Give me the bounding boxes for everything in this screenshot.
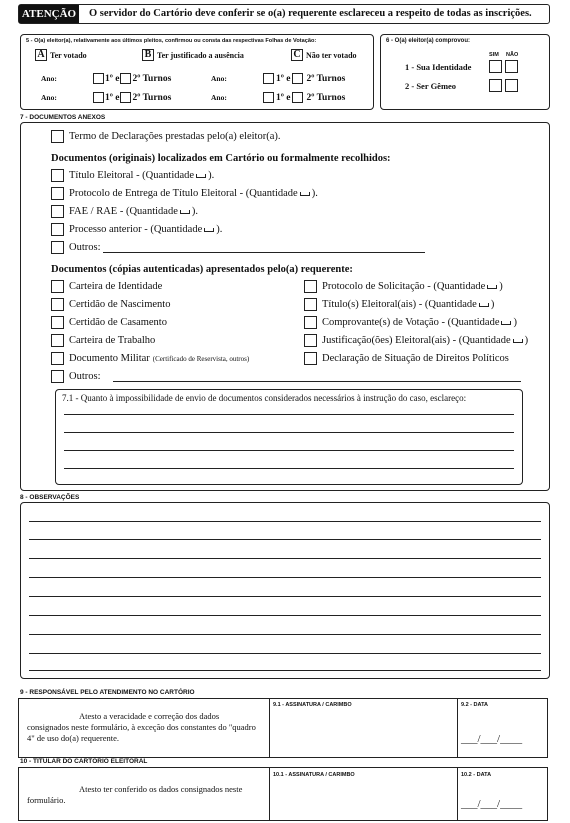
turno-1-label: 1º e [276,73,291,84]
quantity-end: ) [499,281,503,292]
quantity-field[interactable] [513,339,523,343]
observation-line[interactable] [29,653,541,654]
declaracao-direitos-checkbox[interactable] [304,352,317,365]
date-field[interactable]: ___/___/____ [461,798,523,810]
certidao-nascimento-label: Certidão de Nascimento [69,299,171,310]
documento-militar-checkbox[interactable] [51,352,64,365]
carteira-identidade-checkbox[interactable] [51,280,64,293]
turno-1-label: 1º e [276,92,291,103]
protocolo-solicitacao-checkbox[interactable] [304,280,317,293]
gemeo-sim-checkbox[interactable] [489,79,502,92]
titulo-eleitoral-label: Título Eleitoral - (Quantidade [69,170,195,181]
quantity-field[interactable] [180,210,190,214]
section-10-box [18,767,548,821]
identidade-label: 1 - Sua Identidade [405,61,472,72]
titulos-eleitorais-checkbox[interactable] [304,298,317,311]
signature-label: 10.1 - ASSINATURA / CARIMBO [273,772,355,778]
outros-originals-checkbox[interactable] [51,241,64,254]
carteira-trabalho-label: Carteira de Trabalho [69,335,156,346]
copies-heading: Documentos (cópias autenticadas) apresentados pelo(a) requerente: [51,264,353,275]
originals-heading: Documentos (originais) localizados em Cartório ou formalmente recolhidos: [51,153,391,164]
quantity-end: ) [490,299,495,310]
quantity-field[interactable] [487,285,497,289]
documento-militar-note: (Certificado de Reservista, outros) [152,354,250,363]
carteira-identidade-label: Carteira de Identidade [69,281,163,292]
carteira-trabalho-checkbox[interactable] [51,334,64,347]
sim-header: SIM [489,52,499,58]
documento-militar-label: Documento Militar [69,353,150,364]
section-8-title: 8 - OBSERVAÇÕES [20,494,80,501]
quantity-field[interactable] [479,303,489,307]
turno-1-label: 1º e [105,73,120,84]
observation-line[interactable] [29,558,541,559]
signature-label: 9.1 - ASSINATURA / CARIMBO [273,702,352,708]
section-9-box [18,698,548,758]
outros-copies-label: Outros: [69,371,101,382]
attention-banner [18,4,550,24]
section-7-1-box [55,389,523,485]
outros-copies-line[interactable] [113,381,521,382]
date-label: 10.2 - DATA [461,772,492,778]
quantity-field[interactable] [196,174,206,178]
protocolo-entrega-label: Protocolo de Entrega de Título Eleitoral - (Quantidade [69,188,298,199]
answer-line[interactable] [64,432,514,433]
comprovantes-votacao-checkbox[interactable] [304,316,317,329]
fae-rae-checkbox[interactable] [51,205,64,218]
certidao-casamento-label: Certidão de Casamento [69,317,167,328]
turno-2-label: 2º Turnos [306,73,346,84]
declaracao-direitos-label: Declaração de Situação de Direitos Políticos [322,353,509,364]
turno-1-checkbox[interactable] [93,73,104,84]
date-label: 9.2 - DATA [461,702,488,708]
section-9-divider [269,699,270,757]
identidade-nao-checkbox[interactable] [505,60,518,73]
observation-line[interactable] [29,521,541,522]
attention-message: O servidor do Cartório deve conferir se o(a) requerente esclareceu a respeito de todas as inscrições. [89,8,532,19]
turno-1-checkbox[interactable] [263,73,274,84]
observation-line[interactable] [29,539,541,540]
ano-label: Ano: [211,93,227,102]
justificacoes-label: Justificação(ões) Eleitoral(ais) - (Quantidade [322,335,511,346]
option-a-letter: A [35,49,47,61]
section-10-divider [269,768,270,820]
section-5-box [20,34,374,110]
observation-line[interactable] [29,634,541,635]
signature-area[interactable] [271,780,455,818]
quantity-field[interactable] [300,192,310,196]
titulo-eleitoral-checkbox[interactable] [51,169,64,182]
section-6-box [380,34,550,110]
section-9-text: Atesto a veracidade e correção dos dados consignados neste formulário, à exceção dos constantes do "quadro 4" de uso do(a) requerente. [27,711,256,743]
gemeo-label: 2 - Ser Gêmeo [405,80,457,91]
turno-1-checkbox[interactable] [93,92,104,103]
termo-checkbox[interactable] [51,130,64,143]
quantity-end: ) [513,317,517,328]
quantity-end: ) [524,335,529,346]
fae-rae-label: FAE / RAE - (Quantidade [69,206,178,217]
turno-2-label: 2º Turnos [132,92,172,103]
quantity-end: ). [208,170,215,181]
observation-line[interactable] [29,615,541,616]
option-b-label: Ter justificado a ausência [157,50,244,60]
turno-2-checkbox[interactable] [292,92,303,103]
section-10-text: Atesto ter conferido os dados consignados neste formulário. [27,784,243,805]
option-c-label: Não ter votado [306,50,357,60]
section-9-title: 9 - RESPONSÁVEL PELO ATENDIMENTO NO CARTÓRIO [20,689,195,696]
section-7-1-title: 7.1 - Quanto à impossibilidade de envio de documentos considerados necessários à instrução do caso, esclareço: [62,393,467,403]
section-8-box [20,502,550,679]
attention-badge: ATENÇÃO [19,5,79,23]
option-a-label: Ter votado [50,50,87,60]
observation-line[interactable] [29,577,541,578]
option-c-letter: C [291,49,303,61]
processo-anterior-checkbox[interactable] [51,223,64,236]
section-6-title: 6 - O(a) eleitor(a) comprovou: [386,38,471,44]
turno-2-label: 2º Turnos [132,73,172,84]
answer-line[interactable] [64,450,514,451]
quantity-field[interactable] [501,321,511,325]
signature-area[interactable] [271,711,455,755]
certidao-nascimento-checkbox[interactable] [51,298,64,311]
ano-label: Ano: [41,74,57,83]
answer-line[interactable] [64,414,514,415]
section-10-title: 10 - TITULAR DO CARTÓRIO ELEITORAL [20,758,148,765]
quantity-end: ). [216,224,223,235]
turno-1-checkbox[interactable] [263,92,274,103]
observation-line[interactable] [29,596,541,597]
quantity-end: ). [311,188,318,199]
section-7-box [20,122,550,491]
turno-2-label: 2º Turnos [306,92,346,103]
titulos-eleitorais-label: Título(s) Eleitoral(ais) - (Quantidade [322,299,477,310]
turno-2-checkbox[interactable] [120,73,131,84]
certidao-casamento-checkbox[interactable] [51,316,64,329]
observation-line[interactable] [29,670,541,671]
section-7-title: 7 - DOCUMENTOS ANEXOS [20,114,106,121]
ano-label: Ano: [41,93,57,102]
quantity-end: ). [191,206,198,217]
identidade-sim-checkbox[interactable] [489,60,502,73]
outros-copies-checkbox[interactable] [51,370,64,383]
protocolo-solicitacao-label: Protocolo de Solicitação - (Quantidade [322,281,486,292]
outros-originals-label: Outros: [69,242,101,253]
option-b-letter: B [142,49,154,61]
turno-2-checkbox[interactable] [292,73,303,84]
processo-anterior-label: Processo anterior - (Quantidade [69,224,203,235]
section-9-date-divider [457,699,458,757]
section-10-date-divider [457,768,458,820]
turno-2-checkbox[interactable] [120,92,131,103]
comprovantes-votacao-label: Comprovante(s) de Votação - (Quantidade [322,317,500,328]
outros-originals-line[interactable] [103,252,425,253]
date-field[interactable]: ___/___/____ [461,733,523,745]
nao-header: NÃO [506,52,519,58]
justificacoes-checkbox[interactable] [304,334,317,347]
ano-label: Ano: [211,74,227,83]
section-5-title: 5 - O(a) eleitor(a), relativamente aos últimos pleitos, confirmou ou consta das respectivas Folhas de Votação: [26,38,317,44]
answer-line[interactable] [64,468,514,469]
termo-label: Termo de Declarações prestadas pelo(a) eleitor(a). [69,131,281,142]
protocolo-entrega-checkbox[interactable] [51,187,64,200]
gemeo-nao-checkbox[interactable] [505,79,518,92]
quantity-field[interactable] [204,228,214,232]
turno-1-label: 1º e [105,92,120,103]
